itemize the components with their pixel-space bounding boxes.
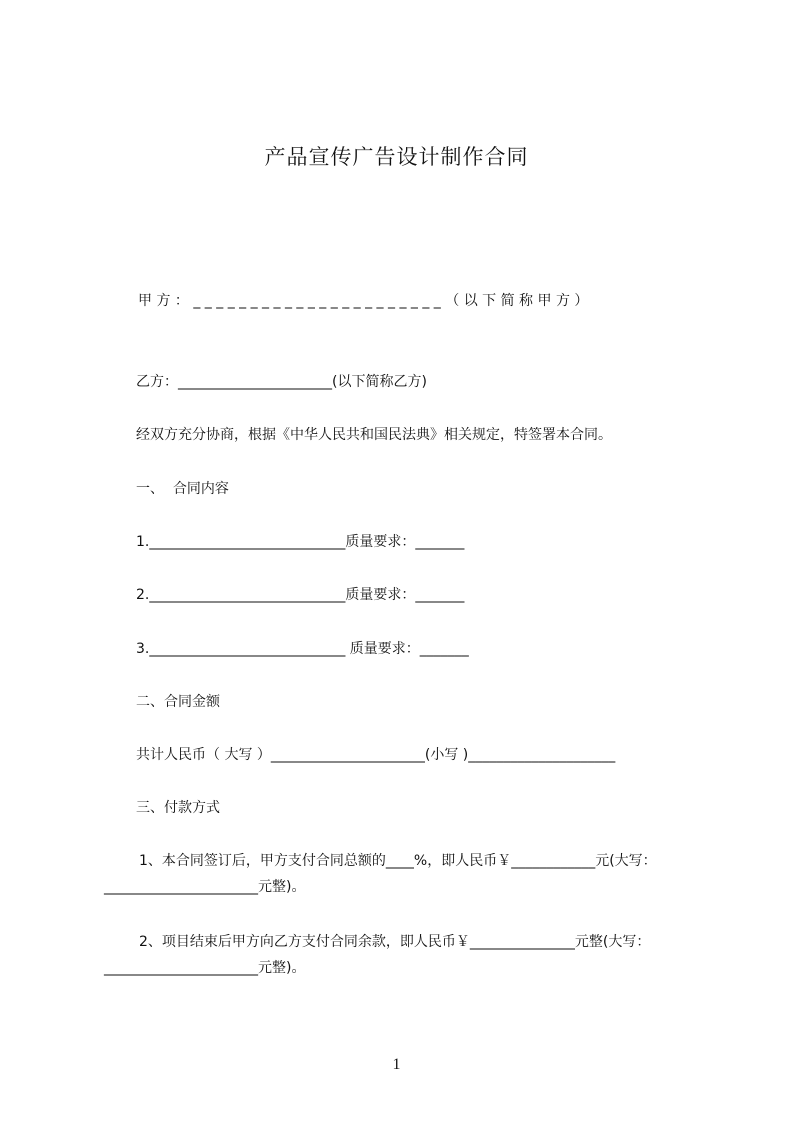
intro-paragraph: 经双方充分协商，根据《中华人民共和国民法典》相关规定，特签署本合同。: [136, 427, 612, 443]
contract-item-2: 2.____________________________质量要求：_______: [136, 587, 465, 603]
payment-clause-2-line-2: ______________________元整)。: [104, 960, 306, 976]
page-number: 1: [392, 1056, 401, 1073]
section-heading-payment: 三、付款方式: [136, 800, 220, 816]
payment-clause-2-line-1: 2、项目结束后甲方向乙方支付合同余款，即人民币￥_______________元整(大写：: [139, 934, 651, 950]
section-heading-contract-amount: 二、合同金额: [136, 694, 220, 710]
amount-line: 共计人民币（ 大写 ）______________________(小写 )_____________________: [136, 747, 616, 763]
section-heading-contract-content: 一、 合同内容: [136, 481, 229, 497]
document-title: 产品宣传广告设计制作合同: [264, 145, 529, 169]
payment-clause-1-line-2: ______________________元整)。: [104, 879, 306, 895]
party-b-line: 乙方：______________________(以下简称乙方): [136, 374, 427, 390]
contract-item-1: 1.____________________________质量要求：_______: [136, 534, 465, 550]
payment-clause-1-line-1: 1、本合同签订后，甲方支付合同总额的____%，即人民币￥____________元(大写：: [139, 853, 657, 869]
party-a-line: 甲 方 ： _ _ _ _ _ _ _ _ _ _ _ _ _ _ _ _ _ _ _ _ _ _ （ 以 下 简 称 甲 方 ）: [138, 293, 589, 309]
contract-item-3: 3.____________________________ 质量要求：_______: [136, 641, 469, 657]
